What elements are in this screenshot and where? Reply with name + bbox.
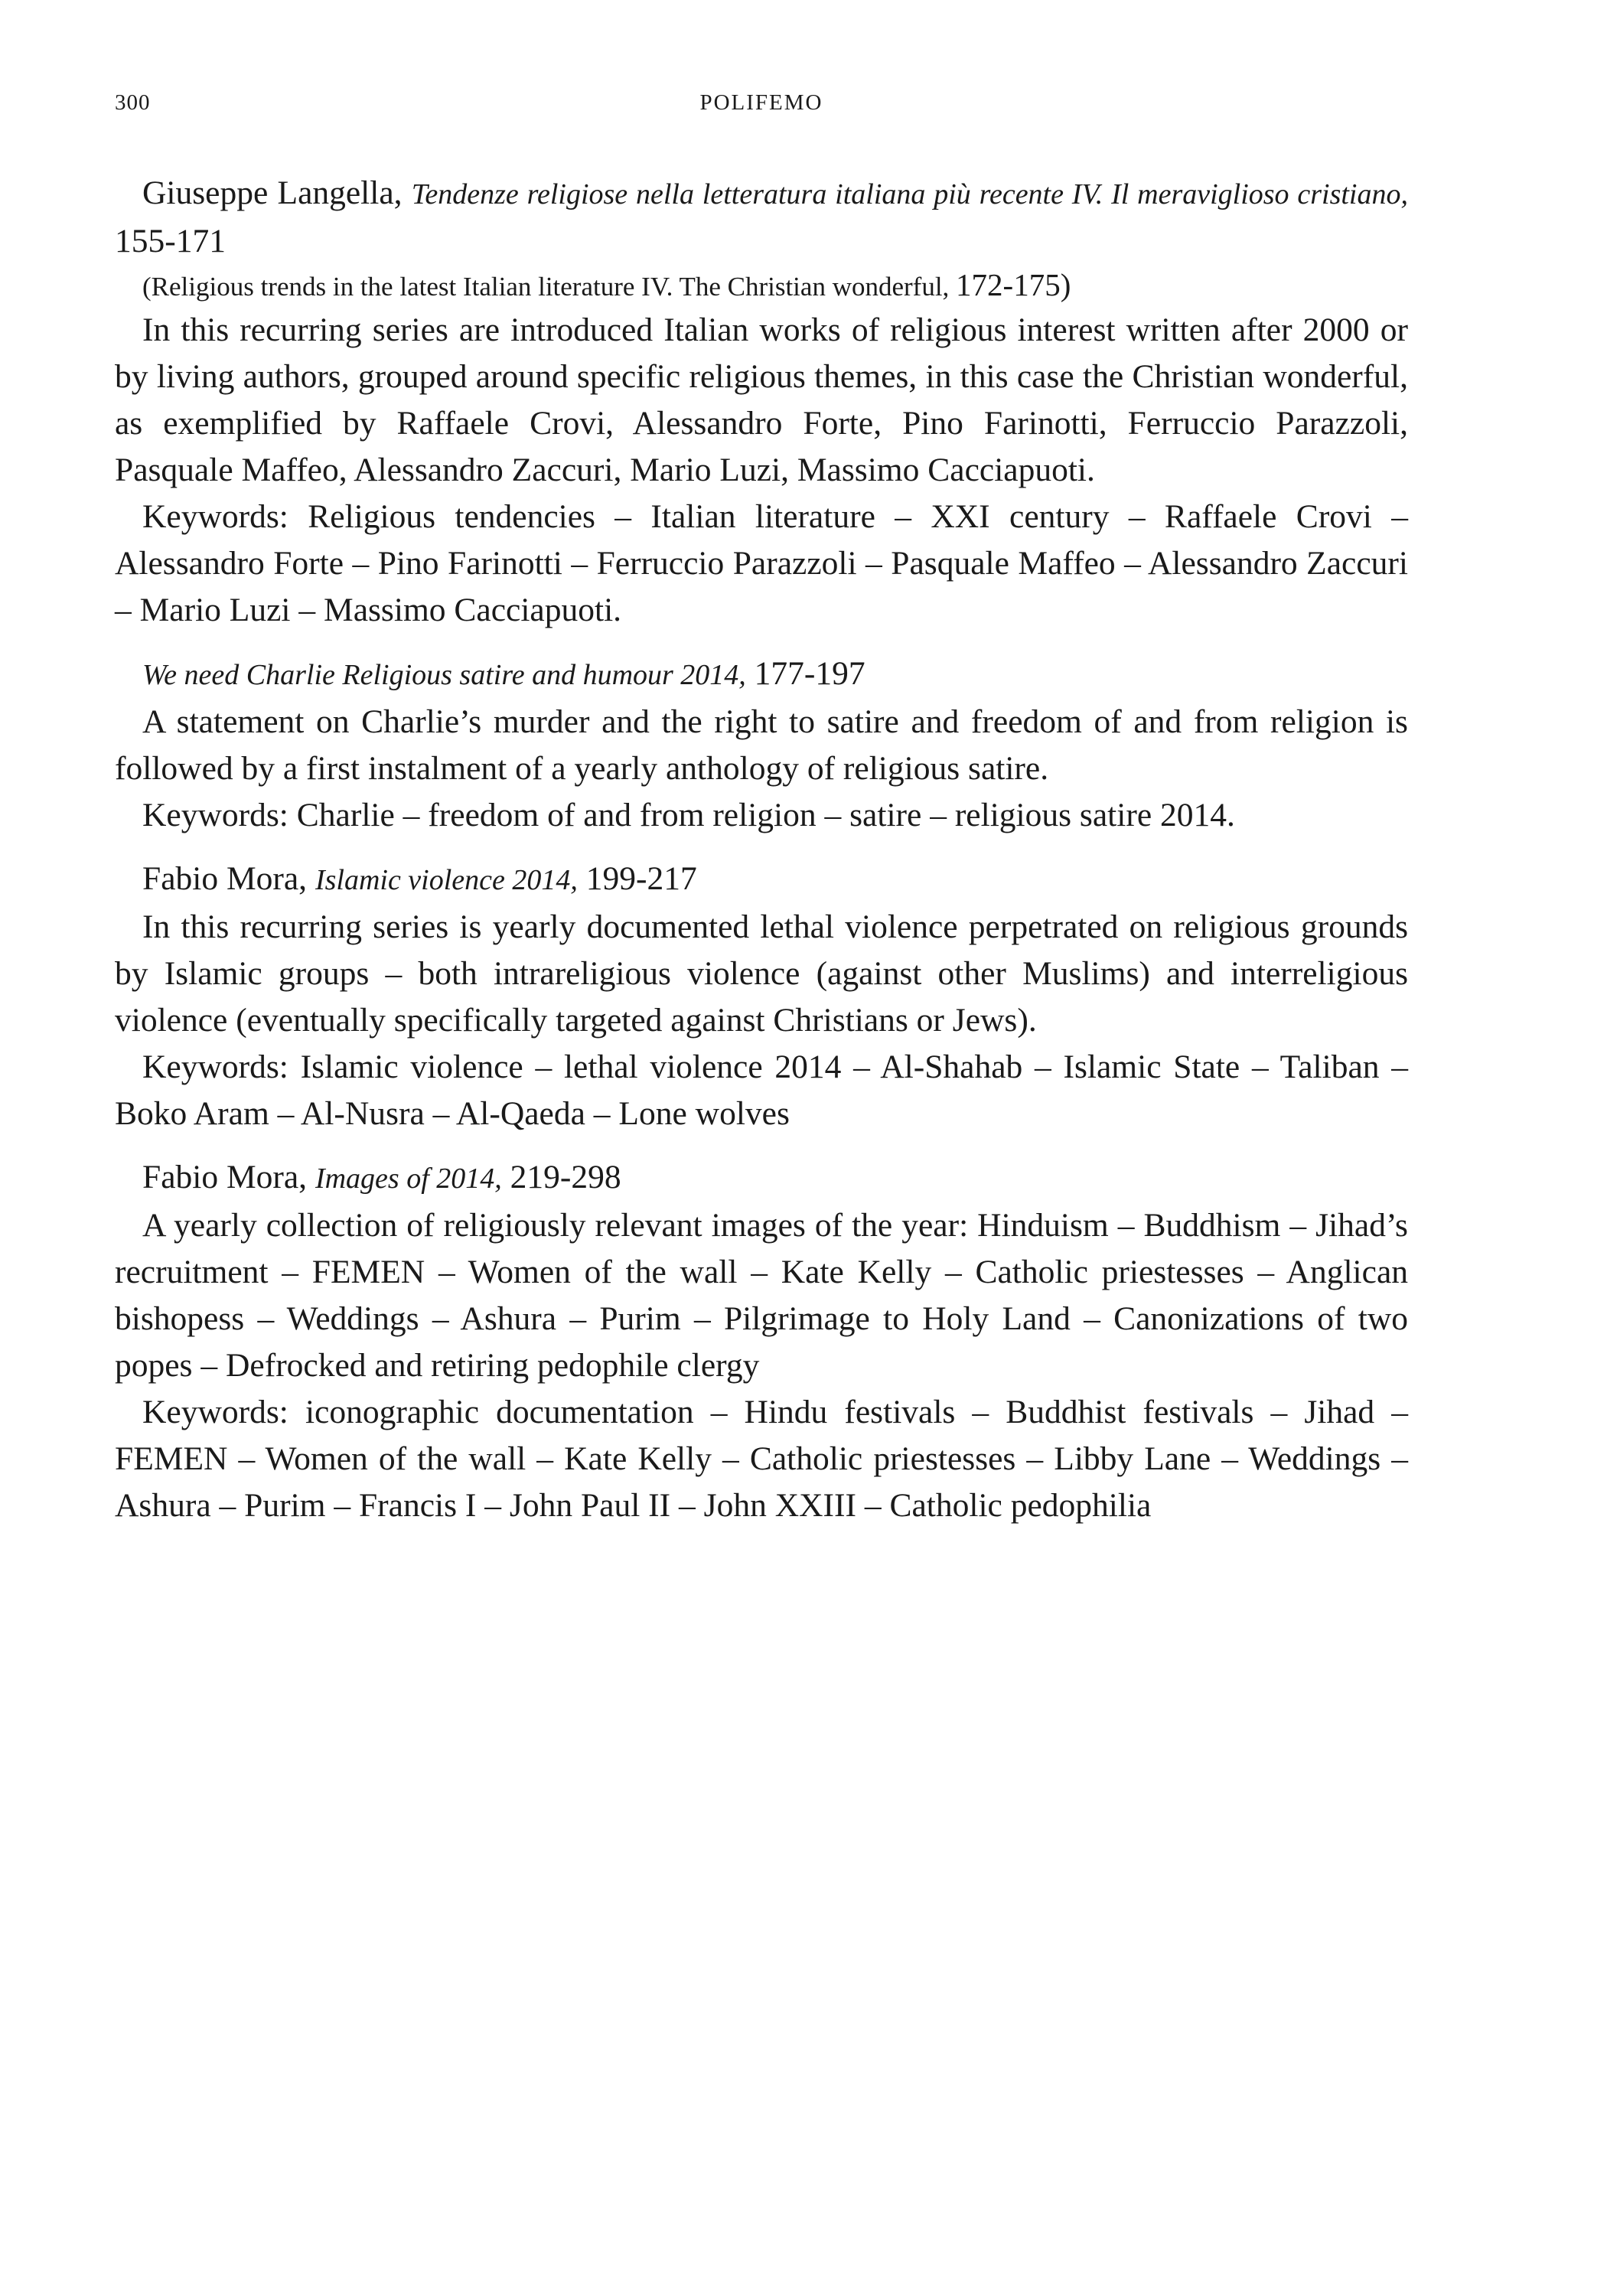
- entry-heading: [115, 651, 1408, 699]
- entry-islamic-violence: [115, 856, 1408, 1137]
- entry-heading: [115, 1154, 1408, 1202]
- entry-heading: [115, 856, 1408, 904]
- entry-langella: [115, 170, 1408, 634]
- entry-abstract: A yearly collection of religiously relevant images of the year: Hinduism – Buddhism – Jihad’s recruitment – FEMEN – Women of the wall – Kate Kelly – Catholic priestesses – Anglican bishopess – Weddings – Ashura – Purim – Pilgrimage to Holy Land – Canonizations of two popes – Defrocked and retiring pedophile clergy: [115, 1207, 1408, 1384]
- entry-abstract: A statement on Charlie’s murder and the right to satire and freedom of and from religion is followed by a first instalment of a yearly anthology of religious satire.: [115, 703, 1408, 787]
- entry-images-2014: [115, 1154, 1408, 1529]
- translation-pages: 172-175): [956, 267, 1071, 302]
- page-content: [115, 170, 1408, 1546]
- entry-author: Fabio Mora,: [142, 1159, 308, 1195]
- entry-author: Giuseppe Langella,: [142, 174, 403, 211]
- translation-text: (Religious trends in the latest Italian literature IV. The Christian wonderful,: [142, 272, 950, 302]
- entry-pages: 199-217: [585, 860, 697, 897]
- entry-pages: 155-171: [115, 223, 226, 259]
- entry-keywords: Keywords: Religious tendencies – Italian literature – XXI century – Raffaele Crovi – Alessandro Forte – Pino Farinotti – Ferruccio Parazzoli – Pasquale Maffeo – Alessandro Zaccuri – Mario Luzi – Massimo Cacciapuoti.: [115, 498, 1408, 628]
- entry-title: Images of 2014,: [315, 1163, 502, 1195]
- journal-name: POLIFEMO: [699, 90, 823, 115]
- page-number: 300: [115, 90, 151, 115]
- entry-title: Islamic violence 2014,: [315, 864, 578, 896]
- entry-heading: [115, 170, 1408, 265]
- entry-charlie: [115, 651, 1408, 839]
- entry-title: We need Charlie Religious satire and humour 2014,: [142, 659, 746, 691]
- entry-keywords: Keywords: Islamic violence – lethal violence 2014 – Al-Shahab – Islamic State – Taliban – Boko Aram – Al-Nusra – Al-Qaeda – Lone wolves: [115, 1049, 1408, 1132]
- entry-abstract: In this recurring series are introduced Italian works of religious interest written after 2000 or by living authors, grouped around specific religious themes, in this case the Christian wonderful, as exemplified by Raffaele Crovi, Alessandro Forte, Pino Farinotti, Ferruccio Parazzoli, Pasquale Maffeo, Alessandro Zaccuri, Mario Luzi, Massimo Cacciapuoti.: [115, 311, 1408, 488]
- entry-title: Tendenze religiose nella letteratura italiana più recente IV. Il meraviglioso cristiano,: [411, 178, 1408, 210]
- entry-abstract: In this recurring series is yearly documented lethal violence perpetrated on religious grounds by Islamic groups – both intrareligious violence (against other Muslims) and interreligious violence (eventually specifically targeted against Christians or Jews).: [115, 908, 1408, 1039]
- entry-translation: [115, 265, 1408, 307]
- entry-keywords: Keywords: iconographic documentation – Hindu festivals – Buddhist festivals – Jihad – FEMEN – Women of the wall – Kate Kelly – Catholic priestesses – Libby Lane – Weddings – Ashura – Purim – Francis I – John Paul II – John XXIII – Catholic pedophilia: [115, 1394, 1408, 1524]
- entry-author: Fabio Mora,: [142, 860, 308, 897]
- entry-pages: 219-298: [510, 1159, 621, 1195]
- entry-keywords: Keywords: Charlie – freedom of and from religion – satire – religious satire 2014.: [142, 797, 1235, 833]
- entry-pages: 177-197: [754, 655, 865, 692]
